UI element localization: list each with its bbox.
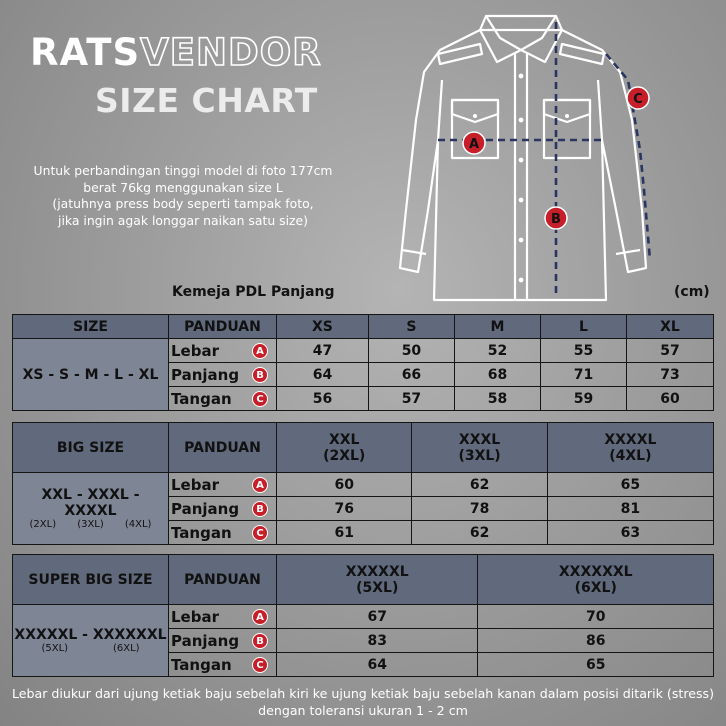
- cell-value: 52: [454, 339, 540, 363]
- badge-a: A: [252, 477, 268, 493]
- size-l: L: [540, 315, 626, 339]
- guide-panjang-text: Panjang: [171, 631, 240, 650]
- note-line: berat 76kg menggunakan size L: [83, 179, 283, 195]
- guide-tangan-text: Tangan: [171, 523, 232, 542]
- guide-panjang: [169, 629, 277, 653]
- badge-c: C: [252, 391, 268, 407]
- cell-value: 65: [547, 473, 713, 497]
- guide-tangan: [169, 387, 277, 411]
- range-alt: (6XL): [112, 643, 140, 654]
- badge-c: C: [252, 525, 268, 541]
- cell-value: 65: [478, 653, 714, 677]
- guide-panjang: [169, 363, 277, 387]
- brand-logo: [30, 31, 322, 74]
- big-size-table: [12, 422, 714, 545]
- size-alt: (6XL): [574, 579, 617, 596]
- range-alt: (3XL): [77, 519, 104, 530]
- note-line: (jatuhnya press body seperti tampak foto,: [52, 196, 314, 211]
- unit-label: (cm): [674, 284, 710, 300]
- guide-lebar: [169, 605, 277, 629]
- header-big-size: BIG SIZE: [13, 423, 169, 473]
- brand-part2: VENDOR: [140, 31, 322, 74]
- cell-value: 67: [277, 605, 478, 629]
- cell-value: 61: [277, 521, 412, 545]
- header-guide: PANDUAN: [169, 555, 277, 605]
- footer-line: Lebar diukur dari ujung ketiak baju sebelah kiri ke ujung ketiak baju sebelah kanan dalam posisi ditarik (stress): [11, 686, 714, 701]
- cell-value: 73: [626, 363, 713, 387]
- size-range: XS - S - M - L - XL: [13, 339, 169, 411]
- cell-value: 57: [626, 339, 713, 363]
- badge-b: B: [252, 501, 268, 517]
- cell-value: 55: [540, 339, 626, 363]
- size-m: M: [454, 315, 540, 339]
- cell-value: 81: [547, 497, 713, 521]
- range-alt: (2XL): [29, 519, 57, 530]
- cell-value: 56: [277, 387, 369, 411]
- header-guide: PANDUAN: [169, 315, 277, 339]
- page-title: SIZE CHART: [95, 81, 318, 120]
- size-alt: (5XL): [356, 579, 399, 596]
- guide-panjang-text: Panjang: [171, 499, 240, 518]
- size-xs: XS: [277, 315, 369, 339]
- table-title: Kemeja PDL Panjang: [172, 284, 335, 300]
- marker-c-label: C: [633, 92, 643, 107]
- cell-value: 86: [478, 629, 714, 653]
- badge-c: C: [252, 657, 268, 673]
- note-line: jika ingin agak longgar naikan satu size): [58, 212, 308, 228]
- cell-value: 57: [368, 387, 454, 411]
- cell-value: 83: [277, 629, 478, 653]
- guide-tangan-text: Tangan: [171, 389, 232, 408]
- super-size-range: [13, 605, 169, 677]
- cell-value: 47: [277, 339, 369, 363]
- badge-a: A: [252, 343, 268, 359]
- marker-a-label: A: [468, 137, 480, 152]
- cell-value: 78: [412, 497, 547, 521]
- header-super-big-size: SUPER BIG SIZE: [13, 555, 169, 605]
- footer-line: dengan toleransi ukuran 1 - 2 cm: [258, 703, 468, 718]
- cell-value: 64: [277, 653, 478, 677]
- cell-value: 60: [277, 473, 412, 497]
- badge-a: A: [252, 609, 268, 625]
- note-line: Untuk perbandingan tinggi model di foto 177cm: [33, 163, 333, 178]
- size-name: XXXXL: [604, 431, 657, 448]
- header-guide: PANDUAN: [169, 423, 277, 473]
- marker-b-label: B: [551, 212, 561, 227]
- cell-value: 62: [412, 473, 547, 497]
- size-xl: XL: [626, 315, 713, 339]
- guide-tangan: [169, 521, 277, 545]
- size-name: XXXXXXL: [558, 563, 633, 580]
- size-6xl: [478, 555, 714, 605]
- size-alt: (2XL): [323, 447, 366, 464]
- guide-lebar: [169, 339, 277, 363]
- cell-value: 68: [454, 363, 540, 387]
- header-size: SIZE: [13, 315, 169, 339]
- marker-b: [545, 207, 567, 229]
- cell-value: 63: [547, 521, 713, 545]
- size-name: XXXXXL: [345, 563, 409, 580]
- range-text: XXXXXL - XXXXXXL: [14, 627, 167, 643]
- size-name: XXL: [328, 431, 360, 448]
- cell-value: 62: [412, 521, 547, 545]
- size-2xl: [277, 423, 412, 473]
- marker-c: [627, 87, 649, 109]
- range-alt: (5XL): [41, 643, 69, 654]
- size-alt: (4XL): [609, 447, 652, 464]
- size-4xl: [547, 423, 713, 473]
- brand-part1: RATS: [30, 31, 141, 74]
- cell-value: 64: [277, 363, 369, 387]
- range-alt: (4XL): [124, 519, 152, 530]
- shirt-diagram: [380, 10, 680, 302]
- cell-value: 60: [626, 387, 713, 411]
- guide-panjang-text: Panjang: [171, 365, 240, 384]
- guide-tangan: [169, 653, 277, 677]
- size-alt: (3XL): [458, 447, 501, 464]
- size-name: XXXL: [458, 431, 501, 448]
- footer-note: [0, 685, 726, 719]
- guide-tangan-text: Tangan: [171, 655, 232, 674]
- cell-value: 70: [478, 605, 714, 629]
- guide-panjang: [169, 497, 277, 521]
- cell-value: 58: [454, 387, 540, 411]
- cell-value: 66: [368, 363, 454, 387]
- big-size-range: [13, 473, 169, 545]
- badge-b: B: [252, 633, 268, 649]
- guide-lebar: [169, 473, 277, 497]
- size-3xl: [412, 423, 547, 473]
- size-s: S: [368, 315, 454, 339]
- cell-value: 59: [540, 387, 626, 411]
- super-big-size-table: [12, 554, 714, 677]
- guide-lebar-text: Lebar: [171, 475, 219, 494]
- badge-b: B: [252, 367, 268, 383]
- model-note: [18, 163, 348, 229]
- guide-lebar-text: Lebar: [171, 607, 219, 626]
- size-5xl: [277, 555, 478, 605]
- cell-value: 71: [540, 363, 626, 387]
- cell-value: 50: [368, 339, 454, 363]
- guide-lebar-text: Lebar: [171, 341, 219, 360]
- marker-a: [463, 132, 485, 154]
- range-text: XXL - XXXL - XXXXL: [41, 487, 140, 519]
- regular-size-table: [12, 314, 714, 411]
- cell-value: 76: [277, 497, 412, 521]
